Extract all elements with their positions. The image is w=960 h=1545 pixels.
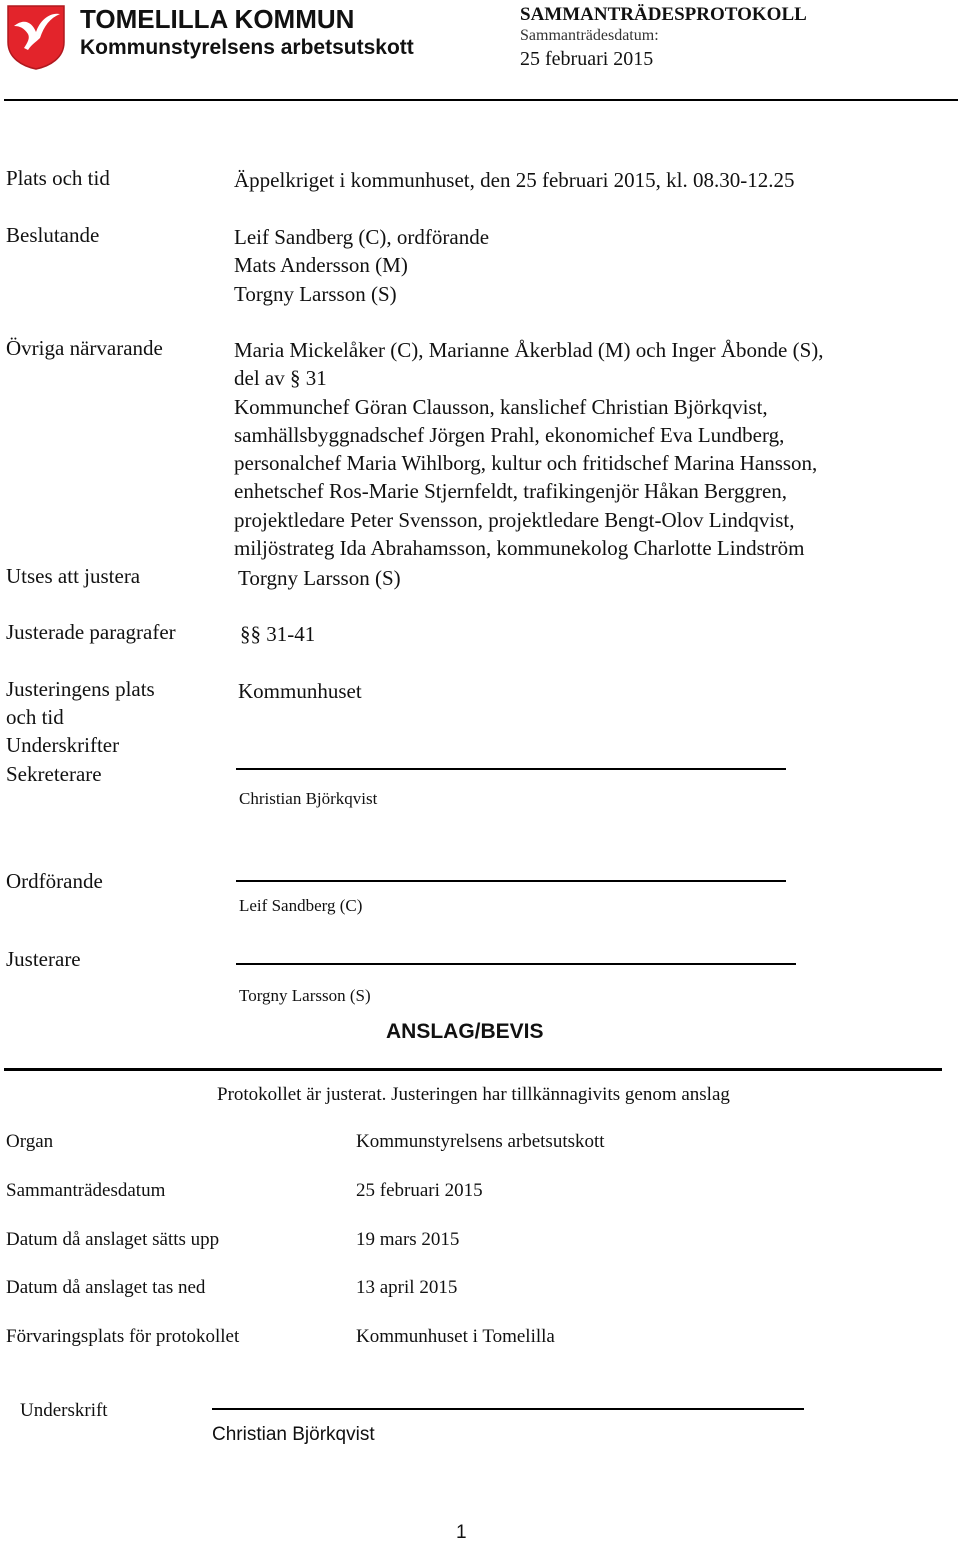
anslag-row-label: Datum då anslaget sätts upp [6,1229,220,1250]
others-present-line: enhetschef Ros-Marie Stjernfeldt, trafikingenjör Håkan Berggren, [234,479,788,504]
adjuster-value: Torgny Larsson (S) [238,566,401,590]
anslag-row-label: Sammanträdesdatum [6,1180,166,1201]
others-present-line: projektledare Peter Svensson, projektledare Bengt-Olov Lindqvist, [234,507,795,532]
others-present-line: personalchef Maria Wihlborg, kultur och fritidschef Marina Hansson, [234,451,818,476]
chair-label: Ordförande [6,869,103,893]
meeting-date-label: Sammanträdesdatum: [520,27,659,44]
org-subtitle: Kommunstyrelsens arbetsutskott [80,36,414,59]
adjuster-label: Utses att justera [6,564,141,588]
anslag-divider [4,1068,942,1071]
others-present-line: del av § 31 [234,366,327,391]
seagull-shield-icon [6,4,66,70]
deciding-members [234,223,489,308]
secretary-signature-line [236,768,786,770]
deciding-member: Leif Sandberg (C), ordförande [234,225,490,249]
place-value: Äppelkriget i kommunhuset, den 25 februari 2015, kl. 08.30-12.25 [234,168,795,192]
page-number: 1 [456,1522,467,1543]
others-present-line: Maria Mickelåker (C), Marianne Åkerblad (M) och Inger Åbonde (S), [234,338,824,362]
anslag-signature-name: Christian Björkqvist [212,1424,375,1445]
header-divider [4,99,958,101]
anslag-row-value: Kommunstyrelsens arbetsutskott [356,1131,605,1152]
secretary-label: Sekreterare [6,762,102,786]
anslag-row-value: 19 mars 2015 [356,1229,460,1250]
document-type: SAMMANTRÄDESPROTOKOLL [520,4,807,25]
deciding-member: Mats Andersson (M) [234,253,408,278]
anslag-row-label: Organ [6,1131,54,1152]
anslag-row-label: Datum då anslaget tas ned [6,1277,206,1298]
others-present-list [234,336,824,562]
adjust-place-value: Kommunhuset [238,679,362,703]
secretary-name: Christian Björkqvist [239,789,378,808]
anslag-row-value: 25 februari 2015 [356,1180,483,1201]
adjuster-signature-line [236,963,796,965]
deciding-label: Beslutande [6,223,100,247]
adjusted-paragraphs-label: Justerade paragrafer [6,620,176,644]
anslag-row-value: Kommunhuset i Tomelilla [356,1326,555,1347]
chair-signature-line [236,880,786,882]
meeting-date-value: 25 februari 2015 [520,48,654,70]
adjust-time-label: och tid [6,705,64,729]
anslag-intro: Protokollet är justerat. Justeringen har tillkännagivits genom anslag [217,1084,730,1105]
chair-name: Leif Sandberg (C) [239,896,363,915]
org-name: TOMELILLA KOMMUN [80,4,355,34]
others-present-label: Övriga närvarande [6,336,163,360]
anslag-title: ANSLAG/BEVIS [386,1020,544,1043]
deciding-member: Torgny Larsson (S) [234,281,397,306]
others-present-line: miljöstrateg Ida Abrahamsson, kommunekolog Charlotte Lindström [234,536,805,561]
adjusted-paragraphs-value: §§ 31-41 [240,622,316,646]
adjuster-name: Torgny Larsson (S) [239,986,371,1005]
others-present-line: samhällsbyggnadschef Jörgen Prahl, ekonomichef Eva Lundberg, [234,422,785,447]
signatures-label: Underskrifter [6,733,120,757]
place-label: Plats och tid [6,166,110,190]
adjuster-signature-label: Justerare [6,947,81,971]
anslag-signature-line [212,1408,804,1410]
anslag-row-value: 13 april 2015 [356,1277,458,1298]
anslag-signature-label: Underskrift [20,1400,108,1421]
adjust-place-label: Justeringens plats [6,677,155,701]
others-present-line: Kommunchef Göran Clausson, kanslichef Christian Björkqvist, [234,394,768,419]
anslag-row-label: Förvaringsplats för protokollet [6,1326,240,1347]
